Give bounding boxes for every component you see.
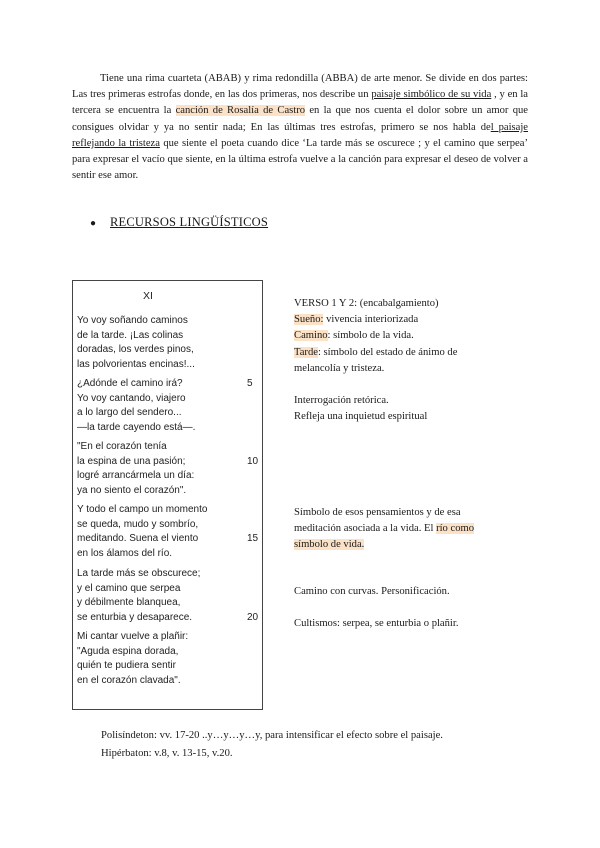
intro-text: que siente el poeta cuando dice ‘La tarde más se oscurece ; y el camino que serpea’ para expresar el vacío que siente, en la última estrofa vuelve a la canción para expresar el deseo de volver a sentir ese amor.	[72, 137, 528, 182]
highlighted-phrase: canción de Rosalía de Castro	[175, 105, 306, 117]
notes-interrogacion	[294, 393, 524, 425]
poem-line: y el camino que serpea	[77, 582, 181, 594]
poem-line: a lo largo del sendero...	[77, 407, 182, 419]
hiperbaton-line: Hipérbaton: v.8, v. 13-15, v.20.	[101, 747, 233, 759]
note-line	[294, 537, 524, 553]
poem-line: —la tarde cayendo está—.	[77, 421, 196, 433]
poem-line: y débilmente blanquea,	[77, 597, 181, 609]
highlighted-term: Camino	[294, 330, 328, 342]
underlined-phrase: paisaje simbólico de su vida	[371, 89, 492, 101]
poem-line: Mi cantar vuelve a plañir:	[77, 631, 189, 642]
note-line	[294, 312, 524, 328]
note-text: vivencia interiorizada	[323, 314, 419, 326]
intro-text: Tiene una rima cuarteta (ABAB) y rima redondilla (ABBA) de arte menor. Se divide en dos partes: Las tres primeras estrofas donde, en las dos primeras, nos describe un	[72, 73, 528, 101]
note-line: Símbolo de esos pensamientos y de esa	[294, 507, 461, 518]
poem-line: Y todo el campo un momento	[77, 504, 208, 515]
bullet-icon: ●	[90, 218, 97, 229]
poem-line: se queda, mudo y sombrío,	[77, 518, 199, 530]
notes-simbolo	[294, 505, 524, 554]
poem-line: La tarde más se obscurece;	[77, 568, 201, 579]
note-line: Camino con curvas. Personificación.	[294, 586, 450, 597]
verse-number: 10	[247, 455, 259, 467]
notes-verso-1-2	[294, 296, 524, 377]
poem-line-text: la espina de una pasión;	[77, 455, 186, 467]
note-line	[294, 345, 524, 361]
note-line	[294, 328, 524, 344]
note-line	[294, 521, 524, 537]
poem-stanza	[77, 503, 260, 561]
notes-cultismos	[294, 616, 524, 632]
poem-line-text: ¿Adónde el camino irá?	[77, 378, 183, 389]
verse-number: 5	[247, 378, 253, 389]
note-line: Refleja una inquietud espiritual	[294, 411, 428, 423]
notes-camino	[294, 584, 524, 600]
intro-text: en la que nos cuenta el dolor sobre un amor que consigues olvidar y ya no sentir nada; En las últimas tres estrofas, primero se nos habla de	[72, 105, 528, 133]
note-text: : símbolo del estado de ánimo de	[317, 346, 458, 358]
poem-line: "Aguda espina dorada,	[77, 645, 179, 657]
poem-line-text: meditando. Suena el viento	[77, 533, 199, 545]
poem-line: doradas, los verdes pinos,	[77, 344, 194, 356]
poem-line: las polvorientas encinas!...	[77, 358, 195, 370]
poem-line	[77, 455, 260, 470]
poem-line: "En el corazón tenía	[77, 441, 167, 452]
poem-line	[77, 611, 260, 626]
highlighted-term: Tarde	[294, 346, 318, 358]
verse-number: 20	[247, 611, 259, 623]
polisindeton-line: Polisíndeton: vv. 17-20 ..y…y…y…y, para intensificar el efecto sobre el paisaje.	[101, 730, 443, 741]
poem-stanza	[77, 630, 260, 688]
note-line: Cultismos: serpea, se enturbia o plañir.	[294, 618, 459, 629]
poem-number: XI	[143, 290, 153, 302]
highlighted-term: río como	[436, 523, 475, 535]
poem-stanza	[77, 440, 260, 498]
poem-line: Yo voy soñando caminos	[77, 315, 188, 326]
poem-stanza	[77, 377, 260, 435]
poem-line: logré arrancármela un día:	[77, 470, 195, 482]
note-text: meditación asociada a la vida. El	[294, 523, 437, 535]
poem-line-text: se enturbia y desaparece.	[77, 611, 193, 623]
poem-line: en el corazón clavada".	[77, 674, 181, 686]
poem-line: ya no siento el corazón".	[77, 484, 187, 496]
note-text: : símbolo de la vida.	[327, 330, 414, 342]
verse-number: 15	[247, 533, 259, 545]
note-line: Interrogación retórica.	[294, 395, 389, 406]
bottom-notes	[101, 727, 443, 762]
poem-line: de la tarde. ¡Las colinas	[77, 329, 184, 341]
poem-stanza	[77, 567, 260, 625]
section-title: RECURSOS LINGÜÍSTICOS	[110, 215, 269, 229]
underlined-phrase: l paisaje reflejando la tristeza	[72, 121, 528, 149]
intro-paragraph	[72, 71, 528, 184]
intro-text: , y en la tercera se encuentra la	[72, 89, 529, 117]
highlighted-term: Sueño:	[294, 314, 324, 326]
poem-line: quién te pudiera sentir	[77, 660, 176, 672]
poem-line: en los álamos del río.	[77, 547, 173, 559]
note-line: melancolía y tristeza.	[294, 362, 385, 374]
poem-stanza	[77, 314, 260, 372]
note-line: VERSO 1 Y 2: (encabalgamiento)	[294, 298, 439, 309]
poem-image	[72, 280, 263, 710]
section-heading	[90, 215, 268, 230]
poem-line	[77, 532, 260, 547]
highlighted-term: símbolo de vida.	[294, 539, 365, 551]
poem-line	[77, 377, 260, 392]
poem-line: Yo voy cantando, viajero	[77, 392, 186, 404]
